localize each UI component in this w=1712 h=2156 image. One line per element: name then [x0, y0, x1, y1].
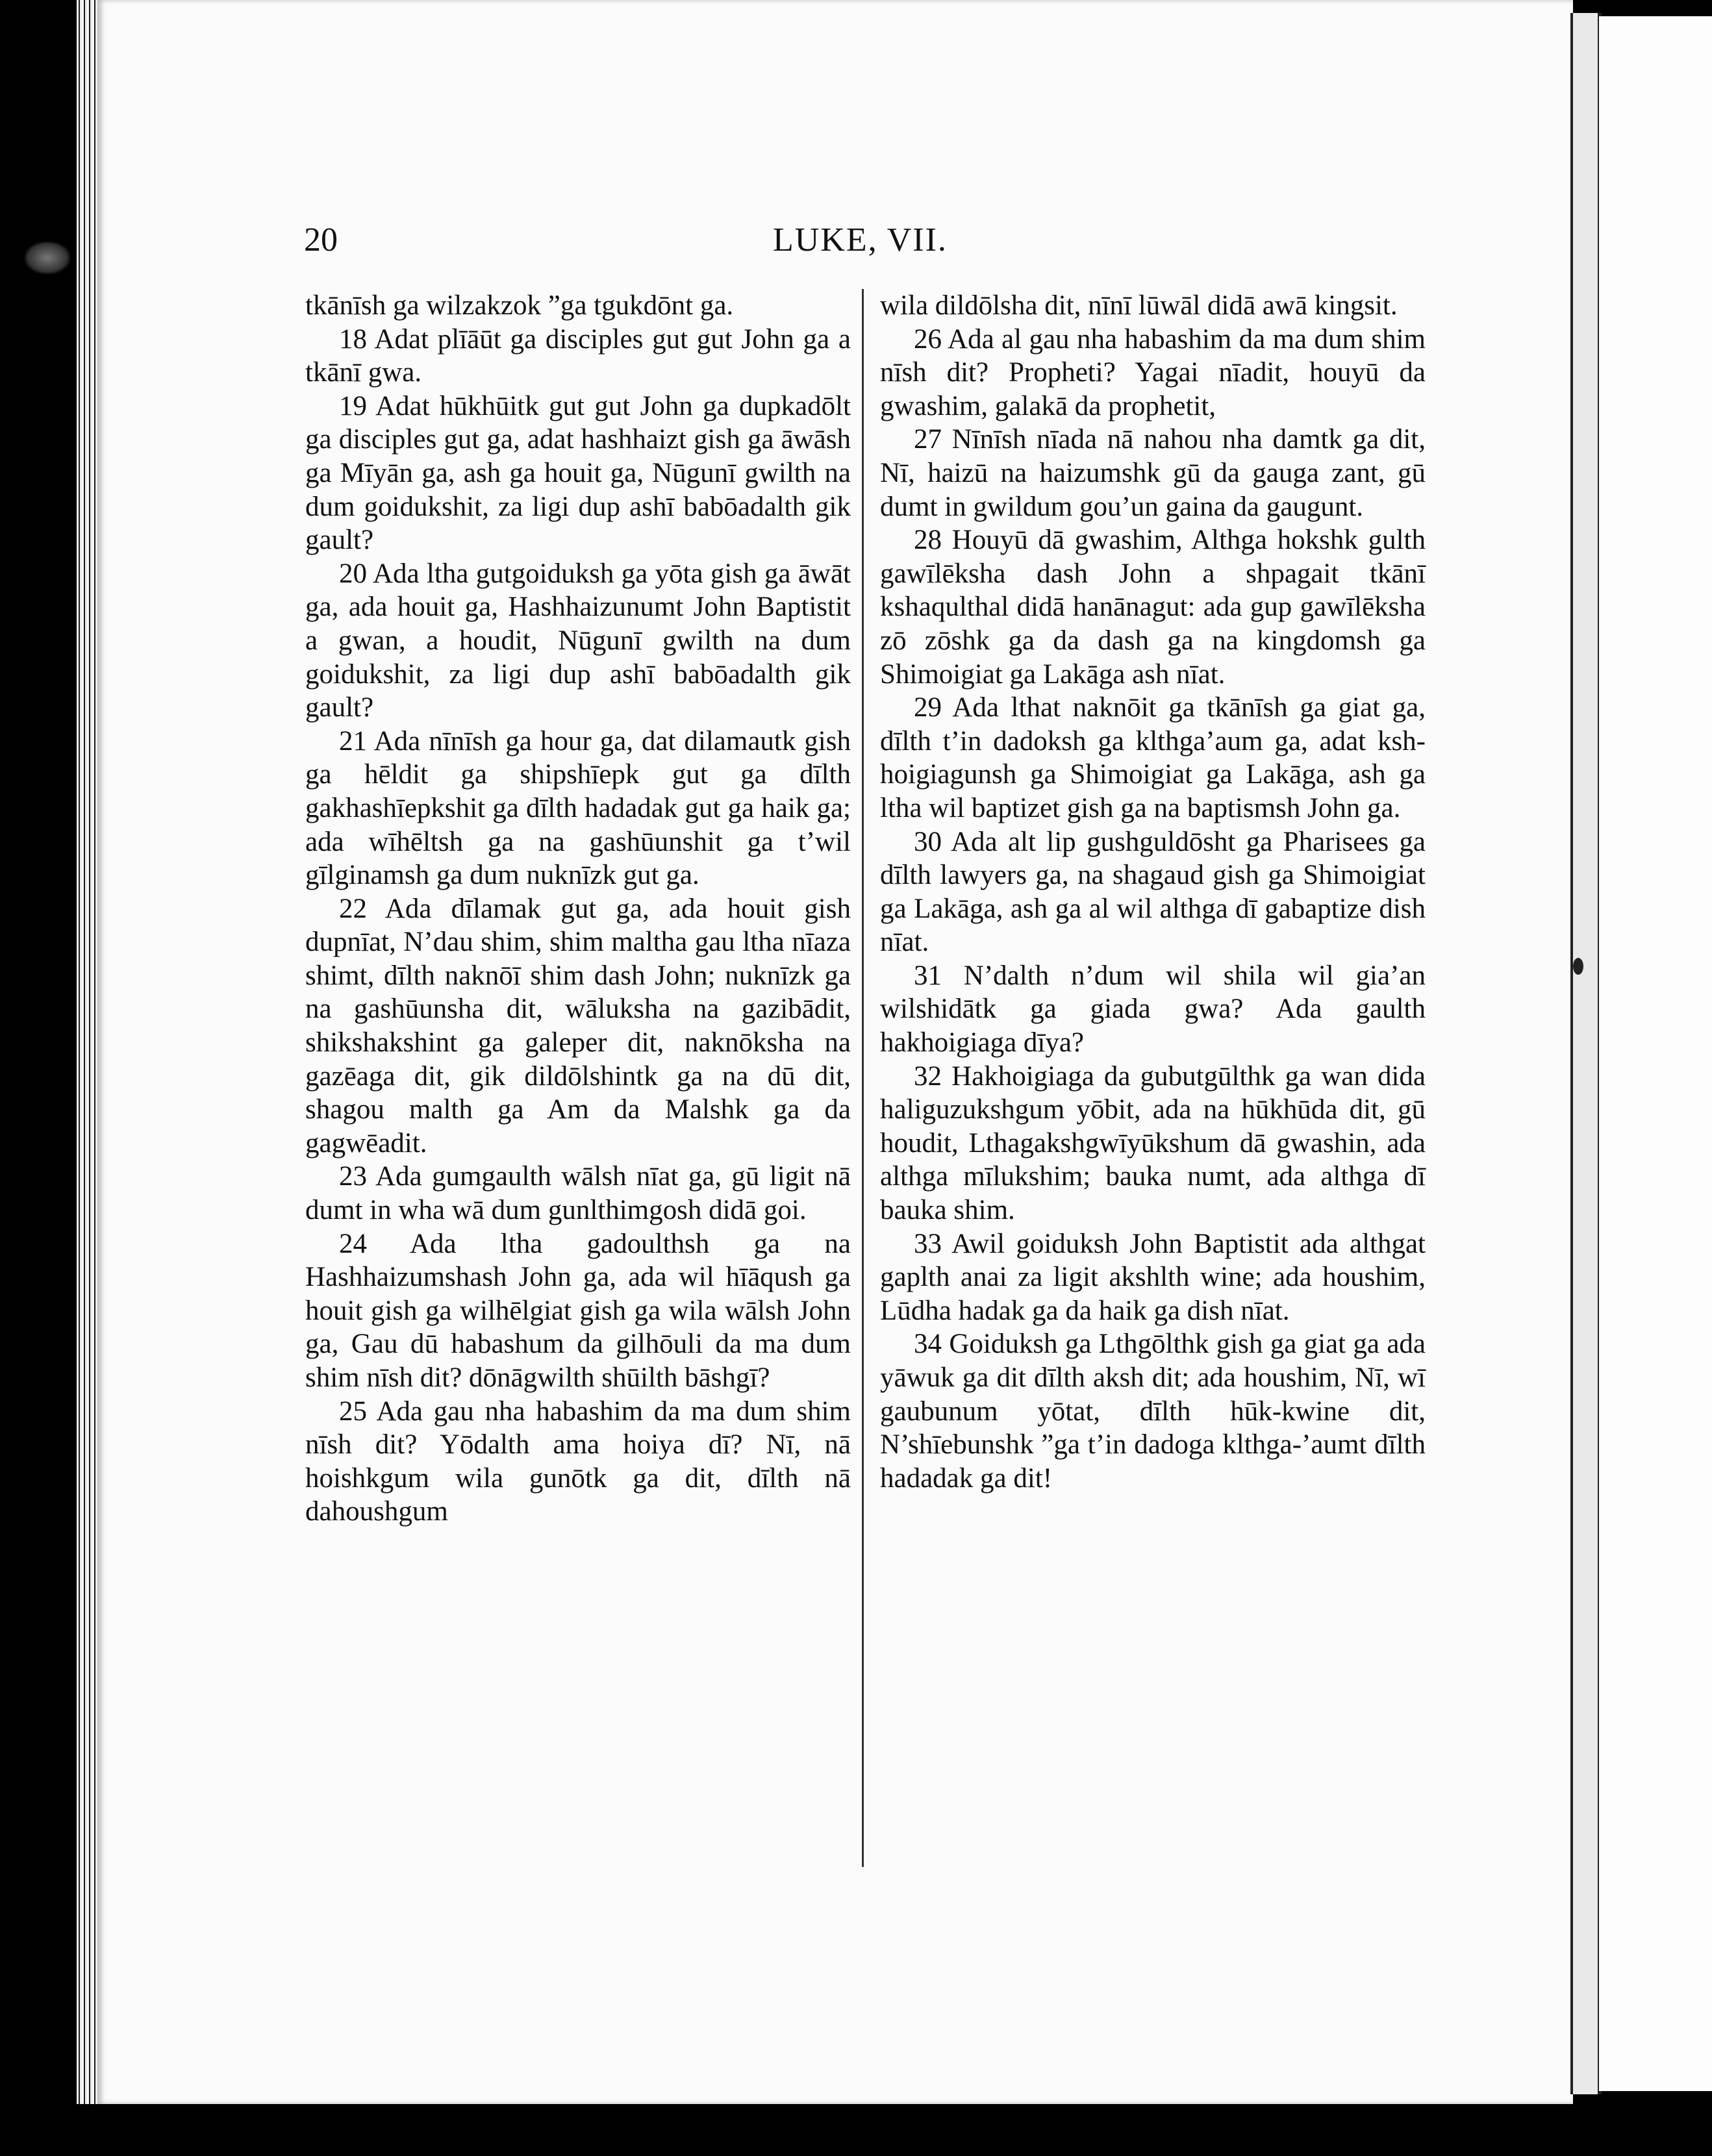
verse-paragraph: 33 Awil goiduksh John Baptistit ada althgat gaplth anai za ligit akshlth wine; ada houshim, Lūdha hadak ga da haik ga dish nīat.	[880, 1228, 1426, 1326]
verse-paragraph: 32 Hakhoigiaga da gubutgūlthk ga wan dida haliguzukshgum yōbit, ada na hūkhūda dit, gū houdit, Lthagakshgwīyūkshum dā gwashin, ada althga mīlukshim; bauka numt, ada althga dī bauka shim.	[880, 1060, 1426, 1226]
verse-paragraph: 19 Adat hūkhūitk gut gut John ga dupkadōlt ga disciples gut ga, adat hashhaizt gish ga āwāsh ga Mīyān ga, ash ga houit ga, Nūgunī gwilth na dum goidukshit, za ligi dup ashī babōadalth gik gault?	[305, 390, 851, 556]
verse-paragraph: 34 Goiduksh ga Lthgōlthk gish ga giat ga ada yāwuk ga dit dīlth aksh dit; ada houshim, Nī, wī gaubunum yōtat, dīlth hūk-kwine dit, N’shīebunshk ˮga t’in dadoga klthga-’aumt dīlth hadadak ga dit!	[880, 1329, 1426, 1494]
verse-paragraph: tkānīsh ga wilzakzok ˮga tgukdōnt ga.	[305, 290, 734, 321]
page-number: 20	[304, 221, 338, 258]
verse-paragraph: 29 Ada lthat naknōit ga tkānīsh ga giat ga, dīlth t’in dadoksh ga klthga’aum ga, adat ksh-hoigiagunsh ga Shimoigiat ga Lakāga, ash ga ltha wil baptizet gish ga na baptismsh John ga.	[880, 692, 1426, 823]
verse-paragraph: 26 Ada al gau nha habashim da ma dum shim nīsh dit? Propheti? Yagai nīadit, houyū da gwashim, galakā da prophetit,	[880, 323, 1426, 421]
right-column	[880, 289, 1426, 1495]
chapter-title: LUKE, VII.	[773, 221, 948, 258]
verse-paragraph: 31 N’dalth n’dum wil shila wil gia’an wilshidātk ga giada gwa? Ada gaulth hakhoigiaga dīya?	[880, 960, 1426, 1059]
left-column	[305, 289, 851, 1529]
column-divider	[862, 289, 864, 1867]
facing-page-edge	[1599, 16, 1712, 2091]
verse-paragraph: 24 Ada ltha gadoulthsh ga na Hashhaizumshash John ga, ada wil hīāqush ga houit gish ga wilhēlgiat gish ga wila wālsh John ga, Gau dū habashum da gilhōuli da ma dum shim nīsh dit? dōnāgwilth shūilth bāshgī?	[305, 1228, 851, 1393]
verse-paragraph: 27 Nīnīsh nīada nā nahou nha damtk ga dit, Nī, haizū na haizumshk gū da gauga zant, gū dumt in gwildum gou’un gaina da gaugunt.	[880, 424, 1426, 522]
verse-paragraph: 22 Ada dīlamak gut ga, ada houit gish dupnīat, N’dau shim, shim maltha gau ltha nīaza shimt, dīlth naknōī shim dash John; nuknīzk ga na gashūunsha dit, wāluksha na gazibādit, shikshakshint ga galeper dit, naknōksha na gazēaga dit, gik dildōlshintk ga na dū dit, shagou malth ga Am da Malshk ga da gagwēadit.	[305, 893, 851, 1159]
verse-paragraph: 20 Ada ltha gutgoiduksh ga yōta gish ga āwāt ga, ada houit ga, Hashhaizunumt John Baptistit a gwan, a houdit, Nūgunī gwilth na dum goidukshit, za ligi dup ashī babōadalth gik gault?	[305, 558, 851, 723]
running-head	[304, 221, 1416, 266]
verse-paragraph: 28 Houyū dā gwashim, Althga hokshk gulth gawīlēksha dash John a shpagait tkānī kshaqulthal didā hanānagut: ada gup gawīlēksha zō zōshk ga da dash ga na kingdomsh ga Shimoigiat ga Lakāga ash nīat.	[880, 525, 1426, 690]
verse-paragraph: 21 Ada nīnīsh ga hour ga, dat dilamautk gish ga hēldit ga shipshīepk gut ga dīlth gakhashīepkshit ga dīlth hadadak gut ga haik ga; ada wīhēltsh ga na gashūunshit ga t’wil gīlginamsh ga dum nuknīzk gut ga.	[305, 725, 851, 891]
verse-paragraph: 18 Adat plīāūt ga disciples gut gut John ga a tkānī gwa.	[305, 323, 851, 388]
verse-paragraph: 25 Ada gau nha habashim da ma dum shim nīsh dit? Yōdalth ama hoiya dī? Nī, nā hoishkgum wila gunōtk ga dit, dīlth nā dahoushgum	[305, 1396, 851, 1527]
verse-paragraph: 23 Ada gumgaulth wālsh nīat ga, gū ligit nā dumt in wha wā dum gunlthimgosh didā goi.	[305, 1161, 851, 1226]
page-gutter	[1570, 13, 1602, 2094]
verse-paragraph: 30 Ada alt lip gushguldōsht ga Pharisees ga dīlth lawyers ga, na shagaud gish ga Shimoigiat ga Lakāga, ash ga al wil althga dī gabaptize dish nīat.	[880, 826, 1426, 958]
scan-smudge	[25, 242, 70, 274]
scan-border-bottom	[0, 2104, 1712, 2156]
verse-paragraph: wila dildōlsha dit, nīnī lūwāl didā awā kingsit.	[880, 290, 1398, 321]
binding-mark	[1573, 958, 1583, 975]
scan-border-left	[0, 0, 84, 2156]
